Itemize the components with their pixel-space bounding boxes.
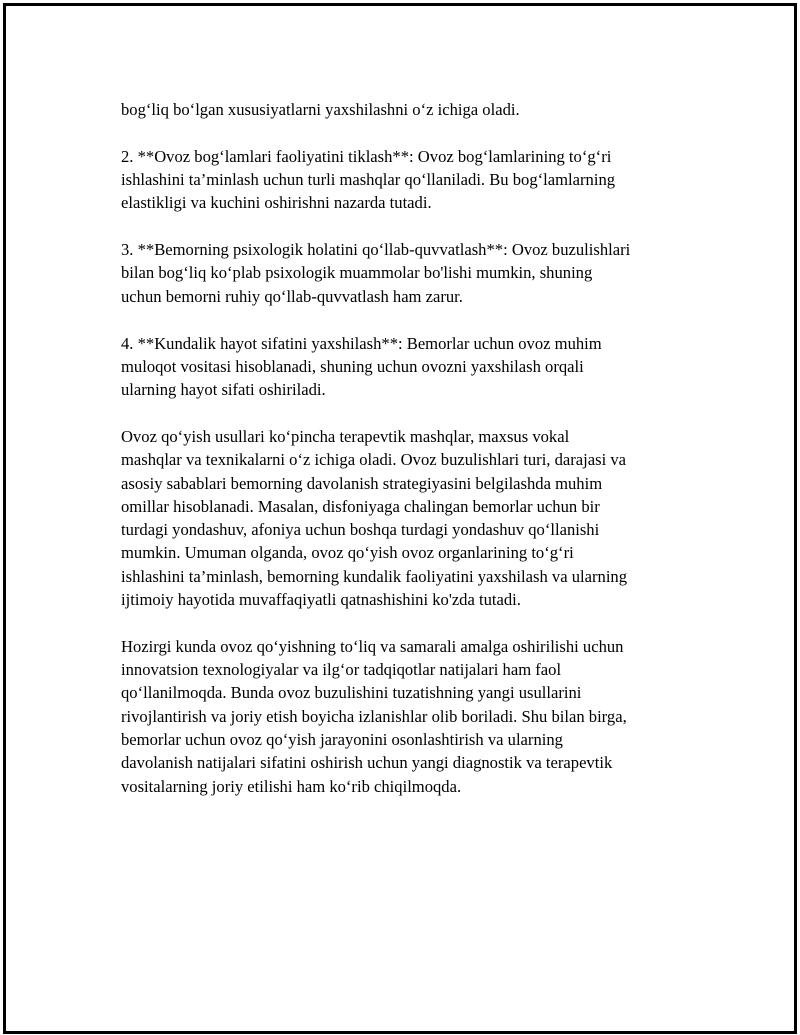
paragraph-methods: Ovoz qo‘yish usullari ko‘pincha terapevtik mashqlar, maxsus vokal mashqlar va texnikalarni o‘z ichiga oladi. Ovoz buzulishlari turi, darajasi va asosiy sabablari bemorning davolanish strategiyasini belgilashda muhim omillar hisoblanadi. Masalan, disfoniyaga chalingan bemorlar uchun bir turdagi yondashuv, afoniya uchun boshqa turdagi yondashuv qo‘llanishi mumkin. Umuman olganda, ovoz qo‘yish ovoz organlarining to‘g‘ri ishlashini ta’minlash, bemorning kundalik faoliyatini yaxshilash va ularning ijtimoiy hayotida muvaffaqiyatli qatnashishini ko'zda tutadi. xyxy=(121,426,628,610)
list-item-2: 2. **Ovoz bog‘lamlari faoliyatini tiklash**: Ovoz bog‘lamlarining to‘g‘ri ishlashini ta’minlash uchun turli mashqlar qo‘llaniladi. Bu bog‘lamlarning elastikligi va kuchini oshirishni nazarda tutadi. xyxy=(121,146,616,213)
page-frame xyxy=(3,3,797,1034)
paragraph-intro-continuation: bog‘liq bo‘lgan xususiyatlarni yaxshilashni o‘z ichiga oladi. xyxy=(121,100,520,119)
paragraph-innovations: Hozirgi kunda ovoz qo‘yishning to‘liq va samarali amalga oshirilishi uchun innovatsion texnologiyalar va ilg‘or tadqiqotlar natijalari ham faol qo‘llanilmoqda. Bunda ovoz buzulishini tuzatishning yangi usullarini rivojlantirish va joriy etish boyicha izlanishlar olib boriladi. Shu bilan birga, bemorlar uchun ovoz qo‘yish jarayonini osonlashtirish va ularning davolanish natijalari sifatini oshirish uchun yangi diagnostik va terapevtik vositalarning joriy etilishi ham ko‘rib chiqilmoqda. xyxy=(121,636,627,796)
document-body xyxy=(121,98,701,821)
list-item-4: 4. **Kundalik hayot sifatini yaxshilash**: Bemorlar uchun ovoz muhim muloqot vositasi hisoblanadi, shuning uchun ovozni yaxshilash orqali ularning hayot sifati oshiriladi. xyxy=(121,333,602,400)
list-item-3: 3. **Bemorning psixologik holatini qo‘llab-quvvatlash**: Ovoz buzulishlari bilan bog‘liq ko‘plab psixologik muammolar bo'lishi mumkin, shuning uchun bemorni ruhiy qo‘llab-quvvatlash ham zarur. xyxy=(121,240,631,306)
